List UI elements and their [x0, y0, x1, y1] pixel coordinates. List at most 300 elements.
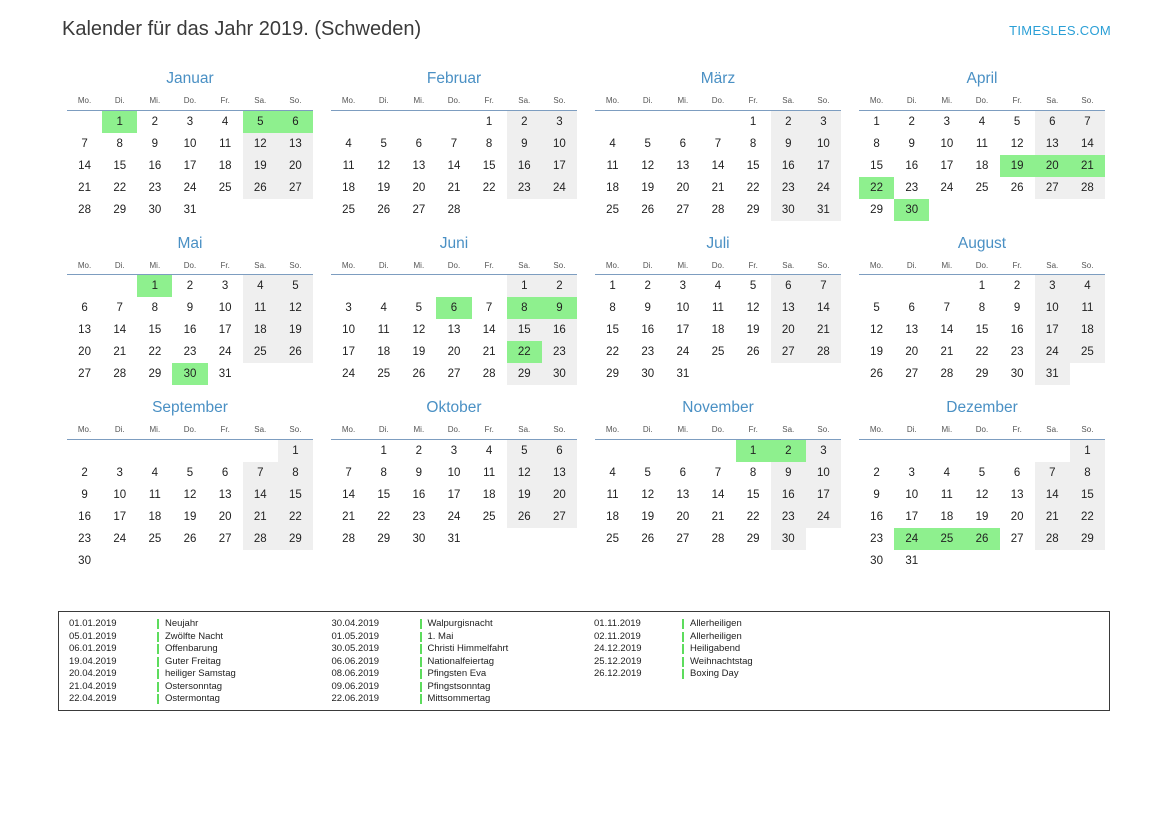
day-cell[interactable]: [507, 275, 542, 298]
day-cell[interactable]: [67, 133, 102, 155]
holiday-day-cell[interactable]: [964, 528, 999, 550]
day-cell[interactable]: [806, 439, 841, 462]
day-cell[interactable]: [964, 319, 999, 341]
day-cell[interactable]: [172, 528, 207, 550]
day-cell[interactable]: [542, 275, 577, 298]
day-cell[interactable]: [278, 506, 313, 528]
day-cell[interactable]: [366, 297, 401, 319]
day-cell[interactable]: [102, 133, 137, 155]
day-cell[interactable]: [595, 341, 630, 363]
day-cell[interactable]: [700, 275, 735, 298]
day-cell[interactable]: [172, 110, 207, 133]
day-cell[interactable]: [700, 133, 735, 155]
holiday-day-cell[interactable]: [507, 341, 542, 363]
day-cell[interactable]: [401, 319, 436, 341]
day-cell[interactable]: [859, 199, 894, 221]
day-cell[interactable]: [771, 133, 806, 155]
day-cell[interactable]: [172, 275, 207, 298]
day-cell[interactable]: [172, 319, 207, 341]
day-cell[interactable]: [137, 484, 172, 506]
day-cell[interactable]: [1070, 484, 1105, 506]
day-cell[interactable]: [436, 439, 471, 462]
day-cell[interactable]: [243, 319, 278, 341]
day-cell[interactable]: [137, 133, 172, 155]
day-cell[interactable]: [700, 199, 735, 221]
day-cell[interactable]: [208, 155, 243, 177]
day-cell[interactable]: [172, 341, 207, 363]
day-cell[interactable]: [67, 177, 102, 199]
day-cell[interactable]: [278, 319, 313, 341]
day-cell[interactable]: [964, 133, 999, 155]
day-cell[interactable]: [806, 319, 841, 341]
day-cell[interactable]: [665, 319, 700, 341]
day-cell[interactable]: [595, 462, 630, 484]
day-cell[interactable]: [542, 110, 577, 133]
day-cell[interactable]: [137, 199, 172, 221]
day-cell[interactable]: [208, 484, 243, 506]
day-cell[interactable]: [1070, 275, 1105, 298]
day-cell[interactable]: [102, 363, 137, 385]
day-cell[interactable]: [859, 110, 894, 133]
day-cell[interactable]: [507, 363, 542, 385]
day-cell[interactable]: [366, 155, 401, 177]
day-cell[interactable]: [964, 484, 999, 506]
day-cell[interactable]: [208, 319, 243, 341]
day-cell[interactable]: [630, 177, 665, 199]
day-cell[interactable]: [102, 528, 137, 550]
day-cell[interactable]: [1035, 528, 1070, 550]
day-cell[interactable]: [771, 199, 806, 221]
day-cell[interactable]: [630, 484, 665, 506]
day-cell[interactable]: [1070, 341, 1105, 363]
day-cell[interactable]: [137, 177, 172, 199]
day-cell[interactable]: [736, 133, 771, 155]
day-cell[interactable]: [894, 133, 929, 155]
day-cell[interactable]: [1035, 319, 1070, 341]
day-cell[interactable]: [278, 177, 313, 199]
day-cell[interactable]: [278, 297, 313, 319]
day-cell[interactable]: [1070, 110, 1105, 133]
day-cell[interactable]: [736, 484, 771, 506]
day-cell[interactable]: [243, 275, 278, 298]
day-cell[interactable]: [243, 462, 278, 484]
day-cell[interactable]: [859, 319, 894, 341]
day-cell[interactable]: [208, 275, 243, 298]
day-cell[interactable]: [542, 506, 577, 528]
day-cell[interactable]: [331, 133, 366, 155]
day-cell[interactable]: [964, 110, 999, 133]
day-cell[interactable]: [172, 155, 207, 177]
day-cell[interactable]: [700, 528, 735, 550]
day-cell[interactable]: [964, 462, 999, 484]
day-cell[interactable]: [736, 177, 771, 199]
day-cell[interactable]: [964, 275, 999, 298]
day-cell[interactable]: [542, 177, 577, 199]
day-cell[interactable]: [859, 155, 894, 177]
day-cell[interactable]: [859, 550, 894, 572]
day-cell[interactable]: [67, 297, 102, 319]
day-cell[interactable]: [665, 199, 700, 221]
day-cell[interactable]: [1070, 528, 1105, 550]
day-cell[interactable]: [736, 297, 771, 319]
day-cell[interactable]: [208, 363, 243, 385]
day-cell[interactable]: [172, 199, 207, 221]
day-cell[interactable]: [278, 462, 313, 484]
day-cell[interactable]: [771, 297, 806, 319]
day-cell[interactable]: [700, 177, 735, 199]
day-cell[interactable]: [736, 528, 771, 550]
holiday-day-cell[interactable]: [929, 528, 964, 550]
day-cell[interactable]: [366, 363, 401, 385]
day-cell[interactable]: [542, 484, 577, 506]
day-cell[interactable]: [806, 506, 841, 528]
day-cell[interactable]: [1000, 297, 1035, 319]
day-cell[interactable]: [208, 506, 243, 528]
day-cell[interactable]: [366, 341, 401, 363]
day-cell[interactable]: [806, 110, 841, 133]
day-cell[interactable]: [929, 155, 964, 177]
day-cell[interactable]: [630, 275, 665, 298]
day-cell[interactable]: [665, 363, 700, 385]
day-cell[interactable]: [102, 199, 137, 221]
day-cell[interactable]: [894, 177, 929, 199]
day-cell[interactable]: [665, 155, 700, 177]
day-cell[interactable]: [172, 297, 207, 319]
day-cell[interactable]: [436, 341, 471, 363]
day-cell[interactable]: [630, 155, 665, 177]
day-cell[interactable]: [278, 133, 313, 155]
holiday-day-cell[interactable]: [894, 528, 929, 550]
day-cell[interactable]: [736, 110, 771, 133]
day-cell[interactable]: [929, 484, 964, 506]
day-cell[interactable]: [1000, 133, 1035, 155]
day-cell[interactable]: [736, 462, 771, 484]
day-cell[interactable]: [1070, 439, 1105, 462]
day-cell[interactable]: [208, 177, 243, 199]
day-cell[interactable]: [436, 177, 471, 199]
day-cell[interactable]: [401, 199, 436, 221]
day-cell[interactable]: [1035, 462, 1070, 484]
day-cell[interactable]: [366, 462, 401, 484]
day-cell[interactable]: [1035, 275, 1070, 298]
day-cell[interactable]: [894, 319, 929, 341]
day-cell[interactable]: [665, 275, 700, 298]
day-cell[interactable]: [366, 439, 401, 462]
day-cell[interactable]: [331, 177, 366, 199]
day-cell[interactable]: [964, 506, 999, 528]
day-cell[interactable]: [507, 484, 542, 506]
holiday-day-cell[interactable]: [771, 439, 806, 462]
day-cell[interactable]: [401, 177, 436, 199]
day-cell[interactable]: [172, 177, 207, 199]
day-cell[interactable]: [806, 155, 841, 177]
day-cell[interactable]: [859, 341, 894, 363]
day-cell[interactable]: [1000, 177, 1035, 199]
day-cell[interactable]: [595, 363, 630, 385]
day-cell[interactable]: [806, 341, 841, 363]
day-cell[interactable]: [1070, 133, 1105, 155]
day-cell[interactable]: [102, 297, 137, 319]
day-cell[interactable]: [964, 155, 999, 177]
day-cell[interactable]: [436, 319, 471, 341]
day-cell[interactable]: [929, 506, 964, 528]
day-cell[interactable]: [1000, 462, 1035, 484]
day-cell[interactable]: [1035, 363, 1070, 385]
day-cell[interactable]: [665, 484, 700, 506]
day-cell[interactable]: [102, 341, 137, 363]
day-cell[interactable]: [507, 439, 542, 462]
day-cell[interactable]: [507, 110, 542, 133]
day-cell[interactable]: [278, 528, 313, 550]
day-cell[interactable]: [331, 363, 366, 385]
day-cell[interactable]: [366, 484, 401, 506]
day-cell[interactable]: [736, 199, 771, 221]
day-cell[interactable]: [436, 133, 471, 155]
holiday-day-cell[interactable]: [507, 297, 542, 319]
day-cell[interactable]: [1000, 275, 1035, 298]
day-cell[interactable]: [366, 133, 401, 155]
day-cell[interactable]: [472, 155, 507, 177]
day-cell[interactable]: [507, 462, 542, 484]
holiday-day-cell[interactable]: [278, 110, 313, 133]
day-cell[interactable]: [366, 506, 401, 528]
day-cell[interactable]: [806, 275, 841, 298]
day-cell[interactable]: [859, 506, 894, 528]
day-cell[interactable]: [1000, 110, 1035, 133]
day-cell[interactable]: [859, 484, 894, 506]
day-cell[interactable]: [472, 297, 507, 319]
day-cell[interactable]: [102, 155, 137, 177]
day-cell[interactable]: [137, 363, 172, 385]
day-cell[interactable]: [137, 462, 172, 484]
day-cell[interactable]: [894, 297, 929, 319]
day-cell[interactable]: [700, 462, 735, 484]
day-cell[interactable]: [102, 506, 137, 528]
day-cell[interactable]: [665, 133, 700, 155]
day-cell[interactable]: [472, 462, 507, 484]
day-cell[interactable]: [542, 363, 577, 385]
day-cell[interactable]: [472, 363, 507, 385]
day-cell[interactable]: [208, 110, 243, 133]
day-cell[interactable]: [208, 297, 243, 319]
day-cell[interactable]: [102, 177, 137, 199]
day-cell[interactable]: [1035, 297, 1070, 319]
day-cell[interactable]: [964, 341, 999, 363]
day-cell[interactable]: [595, 133, 630, 155]
day-cell[interactable]: [859, 528, 894, 550]
day-cell[interactable]: [859, 462, 894, 484]
day-cell[interactable]: [137, 155, 172, 177]
day-cell[interactable]: [771, 275, 806, 298]
day-cell[interactable]: [67, 319, 102, 341]
day-cell[interactable]: [630, 297, 665, 319]
day-cell[interactable]: [630, 528, 665, 550]
holiday-day-cell[interactable]: [1035, 155, 1070, 177]
day-cell[interactable]: [472, 506, 507, 528]
day-cell[interactable]: [507, 319, 542, 341]
day-cell[interactable]: [436, 528, 471, 550]
day-cell[interactable]: [331, 319, 366, 341]
day-cell[interactable]: [859, 133, 894, 155]
day-cell[interactable]: [736, 275, 771, 298]
day-cell[interactable]: [665, 177, 700, 199]
day-cell[interactable]: [1035, 177, 1070, 199]
day-cell[interactable]: [736, 341, 771, 363]
day-cell[interactable]: [700, 297, 735, 319]
day-cell[interactable]: [1000, 341, 1035, 363]
day-cell[interactable]: [665, 506, 700, 528]
day-cell[interactable]: [507, 133, 542, 155]
day-cell[interactable]: [67, 155, 102, 177]
day-cell[interactable]: [630, 341, 665, 363]
day-cell[interactable]: [137, 341, 172, 363]
day-cell[interactable]: [542, 155, 577, 177]
day-cell[interactable]: [243, 506, 278, 528]
day-cell[interactable]: [208, 528, 243, 550]
day-cell[interactable]: [929, 297, 964, 319]
day-cell[interactable]: [1035, 506, 1070, 528]
day-cell[interactable]: [806, 199, 841, 221]
day-cell[interactable]: [1070, 177, 1105, 199]
day-cell[interactable]: [472, 110, 507, 133]
holiday-day-cell[interactable]: [542, 297, 577, 319]
day-cell[interactable]: [806, 133, 841, 155]
day-cell[interactable]: [401, 363, 436, 385]
day-cell[interactable]: [401, 133, 436, 155]
day-cell[interactable]: [436, 506, 471, 528]
day-cell[interactable]: [366, 199, 401, 221]
day-cell[interactable]: [401, 506, 436, 528]
day-cell[interactable]: [964, 363, 999, 385]
day-cell[interactable]: [771, 462, 806, 484]
day-cell[interactable]: [964, 177, 999, 199]
day-cell[interactable]: [595, 275, 630, 298]
day-cell[interactable]: [771, 528, 806, 550]
day-cell[interactable]: [1070, 319, 1105, 341]
day-cell[interactable]: [542, 462, 577, 484]
day-cell[interactable]: [243, 177, 278, 199]
day-cell[interactable]: [401, 528, 436, 550]
day-cell[interactable]: [137, 319, 172, 341]
day-cell[interactable]: [595, 319, 630, 341]
day-cell[interactable]: [1000, 506, 1035, 528]
day-cell[interactable]: [929, 341, 964, 363]
holiday-day-cell[interactable]: [894, 199, 929, 221]
day-cell[interactable]: [366, 319, 401, 341]
day-cell[interactable]: [929, 363, 964, 385]
day-cell[interactable]: [1000, 528, 1035, 550]
day-cell[interactable]: [894, 363, 929, 385]
day-cell[interactable]: [278, 341, 313, 363]
day-cell[interactable]: [665, 528, 700, 550]
day-cell[interactable]: [366, 528, 401, 550]
day-cell[interactable]: [736, 319, 771, 341]
holiday-day-cell[interactable]: [859, 177, 894, 199]
day-cell[interactable]: [67, 341, 102, 363]
day-cell[interactable]: [401, 297, 436, 319]
day-cell[interactable]: [472, 133, 507, 155]
day-cell[interactable]: [700, 319, 735, 341]
day-cell[interactable]: [507, 155, 542, 177]
day-cell[interactable]: [67, 363, 102, 385]
day-cell[interactable]: [472, 319, 507, 341]
day-cell[interactable]: [700, 484, 735, 506]
day-cell[interactable]: [67, 199, 102, 221]
day-cell[interactable]: [366, 177, 401, 199]
day-cell[interactable]: [929, 462, 964, 484]
day-cell[interactable]: [137, 297, 172, 319]
day-cell[interactable]: [401, 439, 436, 462]
day-cell[interactable]: [665, 341, 700, 363]
day-cell[interactable]: [278, 155, 313, 177]
day-cell[interactable]: [542, 133, 577, 155]
day-cell[interactable]: [401, 484, 436, 506]
day-cell[interactable]: [806, 177, 841, 199]
day-cell[interactable]: [595, 199, 630, 221]
day-cell[interactable]: [137, 506, 172, 528]
day-cell[interactable]: [542, 439, 577, 462]
day-cell[interactable]: [542, 319, 577, 341]
day-cell[interactable]: [771, 319, 806, 341]
day-cell[interactable]: [331, 528, 366, 550]
day-cell[interactable]: [331, 155, 366, 177]
day-cell[interactable]: [630, 506, 665, 528]
day-cell[interactable]: [630, 199, 665, 221]
day-cell[interactable]: [929, 319, 964, 341]
day-cell[interactable]: [736, 506, 771, 528]
day-cell[interactable]: [665, 297, 700, 319]
day-cell[interactable]: [436, 363, 471, 385]
day-cell[interactable]: [771, 506, 806, 528]
day-cell[interactable]: [507, 506, 542, 528]
day-cell[interactable]: [894, 155, 929, 177]
holiday-day-cell[interactable]: [1070, 155, 1105, 177]
day-cell[interactable]: [665, 462, 700, 484]
day-cell[interactable]: [331, 341, 366, 363]
day-cell[interactable]: [331, 462, 366, 484]
day-cell[interactable]: [472, 484, 507, 506]
day-cell[interactable]: [67, 506, 102, 528]
day-cell[interactable]: [401, 462, 436, 484]
day-cell[interactable]: [472, 177, 507, 199]
day-cell[interactable]: [208, 341, 243, 363]
day-cell[interactable]: [331, 199, 366, 221]
day-cell[interactable]: [1000, 484, 1035, 506]
day-cell[interactable]: [929, 110, 964, 133]
day-cell[interactable]: [1035, 484, 1070, 506]
day-cell[interactable]: [102, 319, 137, 341]
day-cell[interactable]: [806, 297, 841, 319]
day-cell[interactable]: [472, 341, 507, 363]
day-cell[interactable]: [331, 297, 366, 319]
day-cell[interactable]: [894, 550, 929, 572]
holiday-day-cell[interactable]: [243, 110, 278, 133]
day-cell[interactable]: [894, 506, 929, 528]
day-cell[interactable]: [102, 462, 137, 484]
day-cell[interactable]: [929, 133, 964, 155]
day-cell[interactable]: [1000, 319, 1035, 341]
day-cell[interactable]: [595, 484, 630, 506]
day-cell[interactable]: [595, 297, 630, 319]
day-cell[interactable]: [67, 462, 102, 484]
holiday-day-cell[interactable]: [137, 275, 172, 298]
day-cell[interactable]: [243, 484, 278, 506]
day-cell[interactable]: [436, 462, 471, 484]
day-cell[interactable]: [736, 155, 771, 177]
day-cell[interactable]: [436, 199, 471, 221]
day-cell[interactable]: [771, 177, 806, 199]
day-cell[interactable]: [331, 506, 366, 528]
